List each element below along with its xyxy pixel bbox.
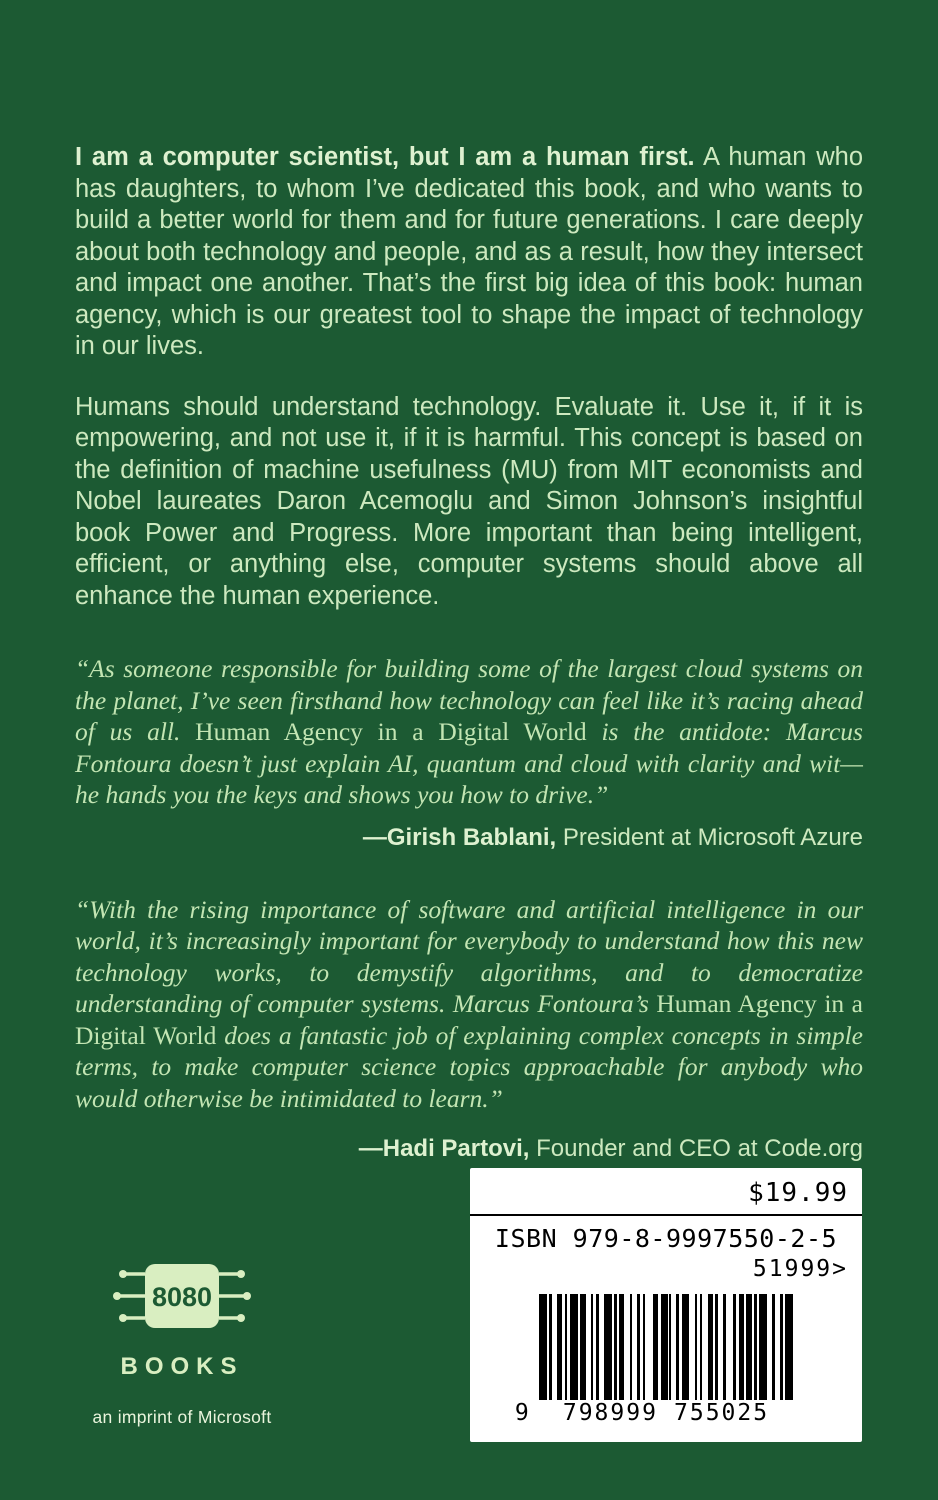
quote-1-book-title: Human Agency in a Digital World — [195, 717, 587, 746]
logo-8080-text: 8080 — [151, 1282, 213, 1312]
isbn-label: ISBN 979-8-9997550-2-5 — [494, 1224, 838, 1253]
endorsement-quote-2 — [75, 894, 863, 1115]
barcode-guard-right — [789, 1294, 793, 1400]
publisher-name: BOOKS — [120, 1353, 244, 1380]
quote-2-post: does a fantastic job of explaining complex concepts in simple terms, to make computer science topics approachable for anybody who would otherwise be intimidated to learn.” — [75, 1020, 863, 1113]
barcode-panel — [470, 1168, 862, 1442]
barcode-digit-group-1: 798999 — [562, 1400, 658, 1426]
attribution-1 — [75, 823, 863, 853]
barcode-guard-middle — [664, 1294, 668, 1400]
barcode-lead-digit: 9 — [514, 1400, 529, 1426]
barcode-image — [514, 1294, 793, 1426]
quote-1-post: is the antidote: Marcus Fontoura doesn’t just explain AI, quantum and cloud with clarity and wit—he hands you the keys and shows you how to drive.” — [75, 717, 863, 809]
second-paragraph: Humans should understand technology. Evaluate it. Use it, if it is empowering, and not use it, if it is harmful. This concept is based on the definition of machine usefulness (MU) from MIT economists and Nobel laureates Daron Acemoglu and Simon Johnson’s insightful book Power and Progress. More important than being intelligent, efficient, or anything else, computer systems should above all enhance the human experience. — [75, 392, 863, 610]
intro-paragraph — [75, 142, 863, 363]
publisher-logo-block — [66, 1256, 298, 1428]
attribution-1-name: —Girish Bablani, — [362, 823, 557, 851]
attribution-2-name: —Hadi Partovi, — [358, 1135, 530, 1162]
barcode-bars — [539, 1294, 793, 1400]
barcode-guard-left — [539, 1294, 543, 1400]
attribution-1-role: President at Microsoft Azure — [556, 823, 863, 851]
attribution-2 — [75, 1134, 863, 1164]
barcode-digit-group-2: 755025 — [674, 1400, 770, 1426]
attribution-2-role: Founder and CEO at Code.org — [529, 1135, 863, 1162]
endorsement-quote-1 — [75, 653, 863, 811]
price-label: $19.99 — [748, 1178, 848, 1208]
8080-chip-icon — [97, 1256, 267, 1348]
intro-body: A human who has daughters, to whom I’ve dedicated this book, and who wants to build a better world for them and for future generations. I care deeply about both technology and people, and as a result, how they intersect and impact one another. That’s the first big idea of this book: human agency, which is our greatest tool to shape the impact of technology in our lives. — [75, 143, 863, 360]
quote-2-book-title: Human Agency in a Digital World — [75, 989, 863, 1050]
quote-1-pre: “As someone responsible for building some of the largest cloud systems on the planet, I’ve seen firsthand how technology can feel like it’s racing ahead of us all. — [75, 654, 863, 746]
back-cover-text — [75, 142, 863, 1164]
intro-lead-sentence: I am a computer scientist, but I am a human first. — [75, 143, 695, 171]
barcode-divider — [470, 1214, 862, 1216]
imprint-text: an imprint of Microsoft — [92, 1407, 272, 1427]
isbn-addon: 51999> — [752, 1256, 848, 1282]
barcode-digits — [539, 1400, 793, 1426]
quote-2-pre: “With the rising importance of software and artificial intelligence in our world, it’s increasingly important for everybody to understand how this new technology works, to demystify algorithms, and to democratize understanding of computer systems. Marcus Fontoura’s — [75, 894, 863, 1018]
